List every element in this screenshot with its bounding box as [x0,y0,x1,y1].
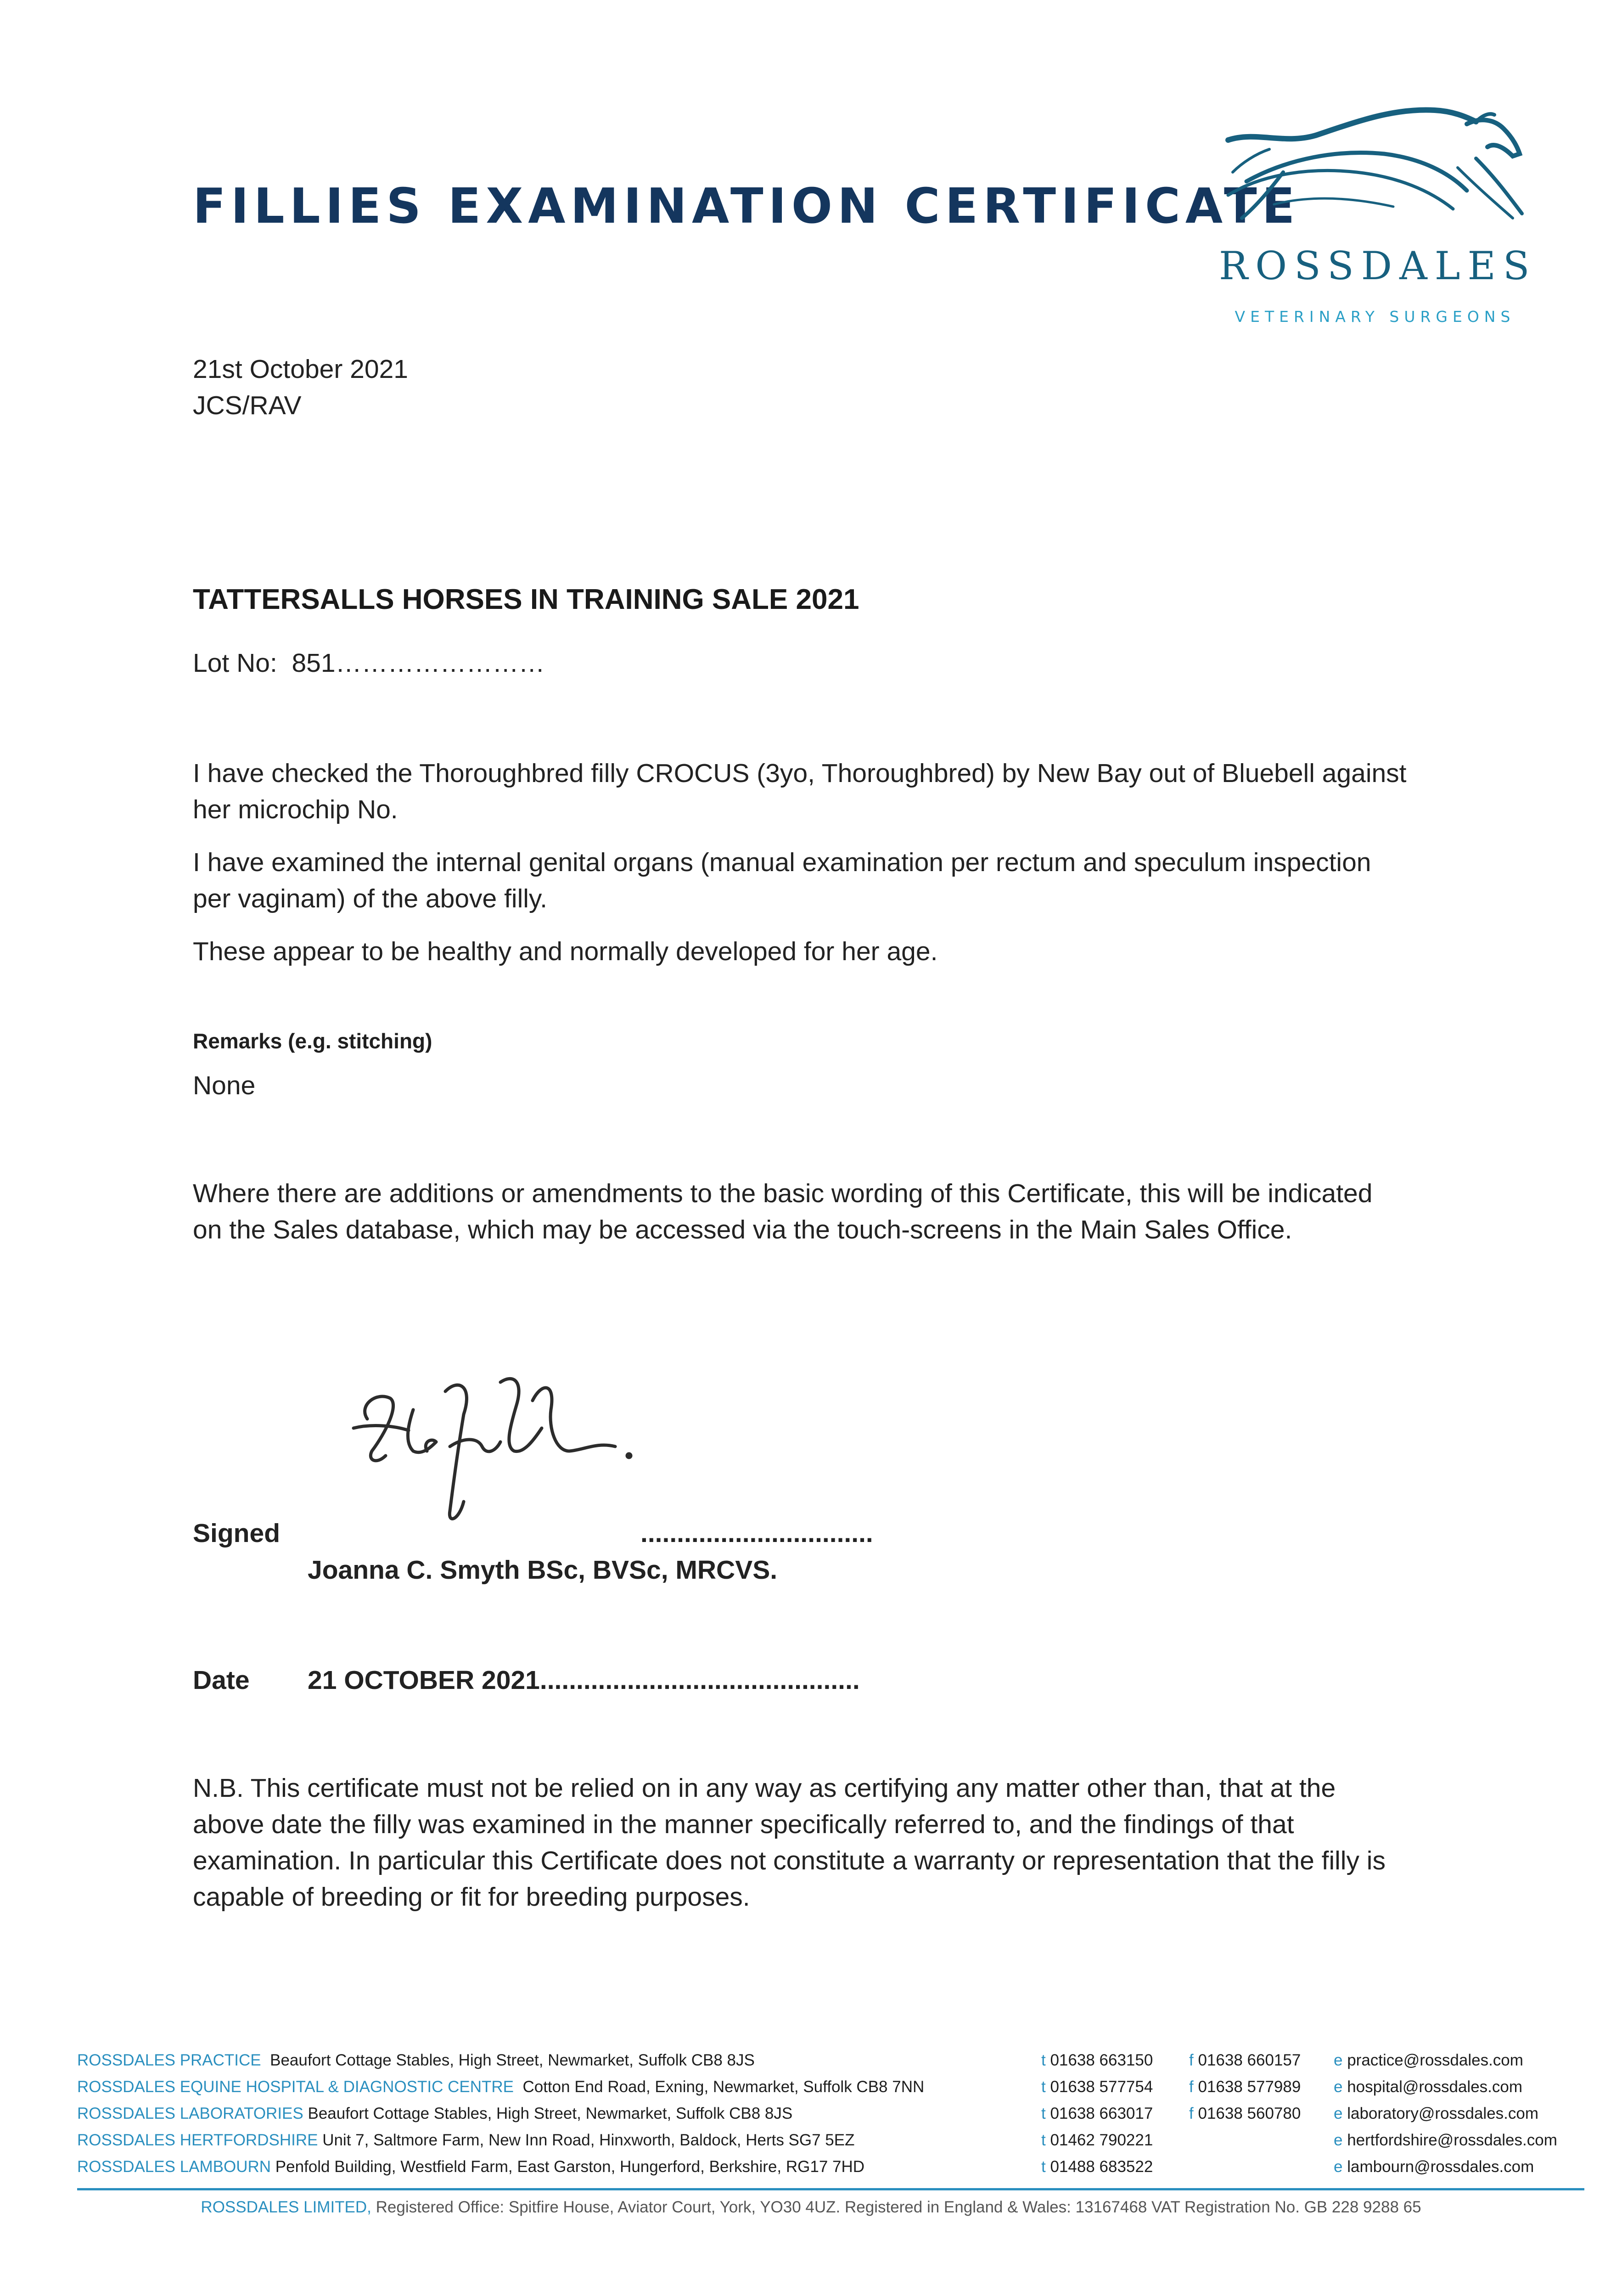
date-dots: ............................................ [539,1666,860,1695]
amendments-notice [193,1176,1372,1248]
email-prefix: e [1334,2051,1343,2069]
paragraph-line: Where there are additions or amendments to the basic wording of this Certificate, this will be indicated [193,1179,1373,1208]
fax-prefix: f [1189,2051,1194,2069]
signed-date [308,1662,860,1699]
footer-email-column [1334,2047,1557,2180]
phone-prefix: t [1041,2105,1046,2122]
phone-number: 01638 577754 [1050,2078,1153,2096]
letter-reference: JCS/RAV [193,391,302,420]
fax-number: 01638 560780 [1198,2105,1301,2122]
paragraph-line: above date the filly was examined in the manner specifically referred to, and the findings of that [193,1810,1294,1839]
logo-belly [1274,198,1393,207]
footer-divider [77,2188,1584,2190]
logo-swoosh-upper [1228,110,1476,140]
signed-label: Signed [193,1519,281,1548]
email-address[interactable]: practice@rossdales.com [1347,2051,1523,2069]
date-value: 21 OCTOBER 2021 [308,1666,540,1695]
email-address[interactable]: hospital@rossdales.com [1347,2078,1523,2096]
lot-number [193,645,545,681]
paragraph-check [193,755,1407,828]
paragraph-line: I have checked the Thoroughbred filly CROCUS (3yo, Thoroughbred) by New Bay out of Bluebell against [193,759,1407,788]
sale-title: TATTERSALLS HORSES IN TRAINING SALE 2021 [193,584,859,615]
email-address[interactable]: lambourn@rossdales.com [1347,2158,1534,2176]
phone-prefix: t [1041,2131,1046,2149]
registration-details: Registered Office: Spitfire House, Aviator Court, York, YO30 4UZ. Registered in England & Wales: 13167468 VAT Registration No. GB 228 9288 65 [376,2198,1421,2216]
remarks-label: Remarks (e.g. stitching) [193,1029,432,1053]
rossdales-horse-logo [1219,103,1537,342]
office-address: Cotton End Road, Exning, Newmarket, Suffolk CB8 7NN [522,2078,925,2096]
logo-swoosh-lower [1228,171,1453,209]
phone-number: 01462 790221 [1050,2131,1153,2149]
handwritten-signature [340,1373,643,1538]
footer-fax-column [1189,2047,1301,2127]
paragraph-healthy: These appear to be healthy and normally developed for her age. [193,937,938,966]
phone-number: 01488 683522 [1050,2158,1153,2176]
paragraph-line: on the Sales database, which may be accessed via the touch-screens in the Main Sales Office. [193,1215,1292,1244]
phone-prefix: t [1041,2051,1046,2069]
nb-disclaimer [193,1770,1386,1915]
fax-prefix: f [1189,2078,1194,2096]
paragraph-line: capable of breeding or fit for breeding purposes. [193,1882,750,1912]
paragraph-examined [193,844,1371,917]
logo-horse-head [1467,120,1520,156]
footer-row [77,2074,924,2100]
email-prefix: e [1334,2078,1343,2096]
logo-name: ROSSDALES [1219,243,1537,288]
office-address: Beaufort Cottage Stables, High Street, Newmarket, Suffolk CB8 8JS [308,2105,793,2122]
footer-row [77,2100,924,2127]
email-address[interactable]: laboratory@rossdales.com [1347,2105,1539,2122]
phone-number: 01638 663017 [1050,2105,1153,2122]
footer-row [77,2154,924,2180]
office-name: ROSSDALES LABORATORIES [77,2105,303,2122]
phone-prefix: t [1041,2078,1046,2096]
signer-name: Joanna C. Smyth BSc, BVSc, MRCVS. [308,1555,778,1585]
footer-row [77,2047,924,2074]
paragraph-line: examination. In particular this Certificate does not constitute a warranty or representation that the filly is [193,1846,1386,1875]
office-name: ROSSDALES LAMBOURN [77,2158,271,2176]
paragraph-line: N.B. This certificate must not be relied on in any way as certifying any matter other than, that at the [193,1773,1336,1803]
remarks-value: None [193,1071,256,1100]
fax-prefix: f [1189,2105,1194,2122]
logo-tail [1233,149,1269,172]
footer-row [77,2127,924,2154]
footer-phone-column [1041,2047,1153,2180]
office-address: Beaufort Cottage Stables, High Street, Newmarket, Suffolk CB8 8JS [270,2051,755,2069]
paragraph-line: per vaginam) of the above filly. [193,884,548,913]
office-address: Penfold Building, Westfield Farm, East Garston, Hungerford, Berkshire, RG17 7HD [275,2158,865,2176]
phone-prefix: t [1041,2158,1046,2176]
office-name: ROSSDALES PRACTICE [77,2051,261,2069]
lot-value: 851…………………… [292,648,545,678]
paragraph-line: her microchip No. [193,795,398,824]
footer-registration [0,2194,1622,2221]
email-prefix: e [1334,2105,1343,2122]
footer-address-column [77,2047,924,2180]
office-name: ROSSDALES EQUINE HOSPITAL & DIAGNOSTIC CENTRE [77,2078,514,2096]
paragraph-line: I have examined the internal genital organs (manual examination per rectum and speculum inspection [193,848,1371,877]
logo-subtitle: VETERINARY SURGEONS [1235,308,1515,326]
office-address: Unit 7, Saltmore Farm, New Inn Road, Hinxworth, Baldock, Herts SG7 5EZ [322,2131,855,2149]
company-name: ROSSDALES LIMITED, [201,2198,371,2216]
email-prefix: e [1334,2158,1343,2176]
phone-number: 01638 663150 [1050,2051,1153,2069]
signature-dots: ................................ [640,1519,873,1548]
office-name: ROSSDALES HERTFORDSHIRE [77,2131,318,2149]
date-label: Date [193,1666,250,1695]
email-address[interactable]: hertfordshire@rossdales.com [1347,2131,1557,2149]
fax-number: 01638 660157 [1198,2051,1301,2069]
email-prefix: e [1334,2131,1343,2149]
letter-date: 21st October 2021 [193,355,408,384]
lot-label: Lot No: [193,648,277,678]
fax-number: 01638 577989 [1198,2078,1301,2096]
page-title: FILLIES EXAMINATION CERTIFICATE [193,178,1300,234]
